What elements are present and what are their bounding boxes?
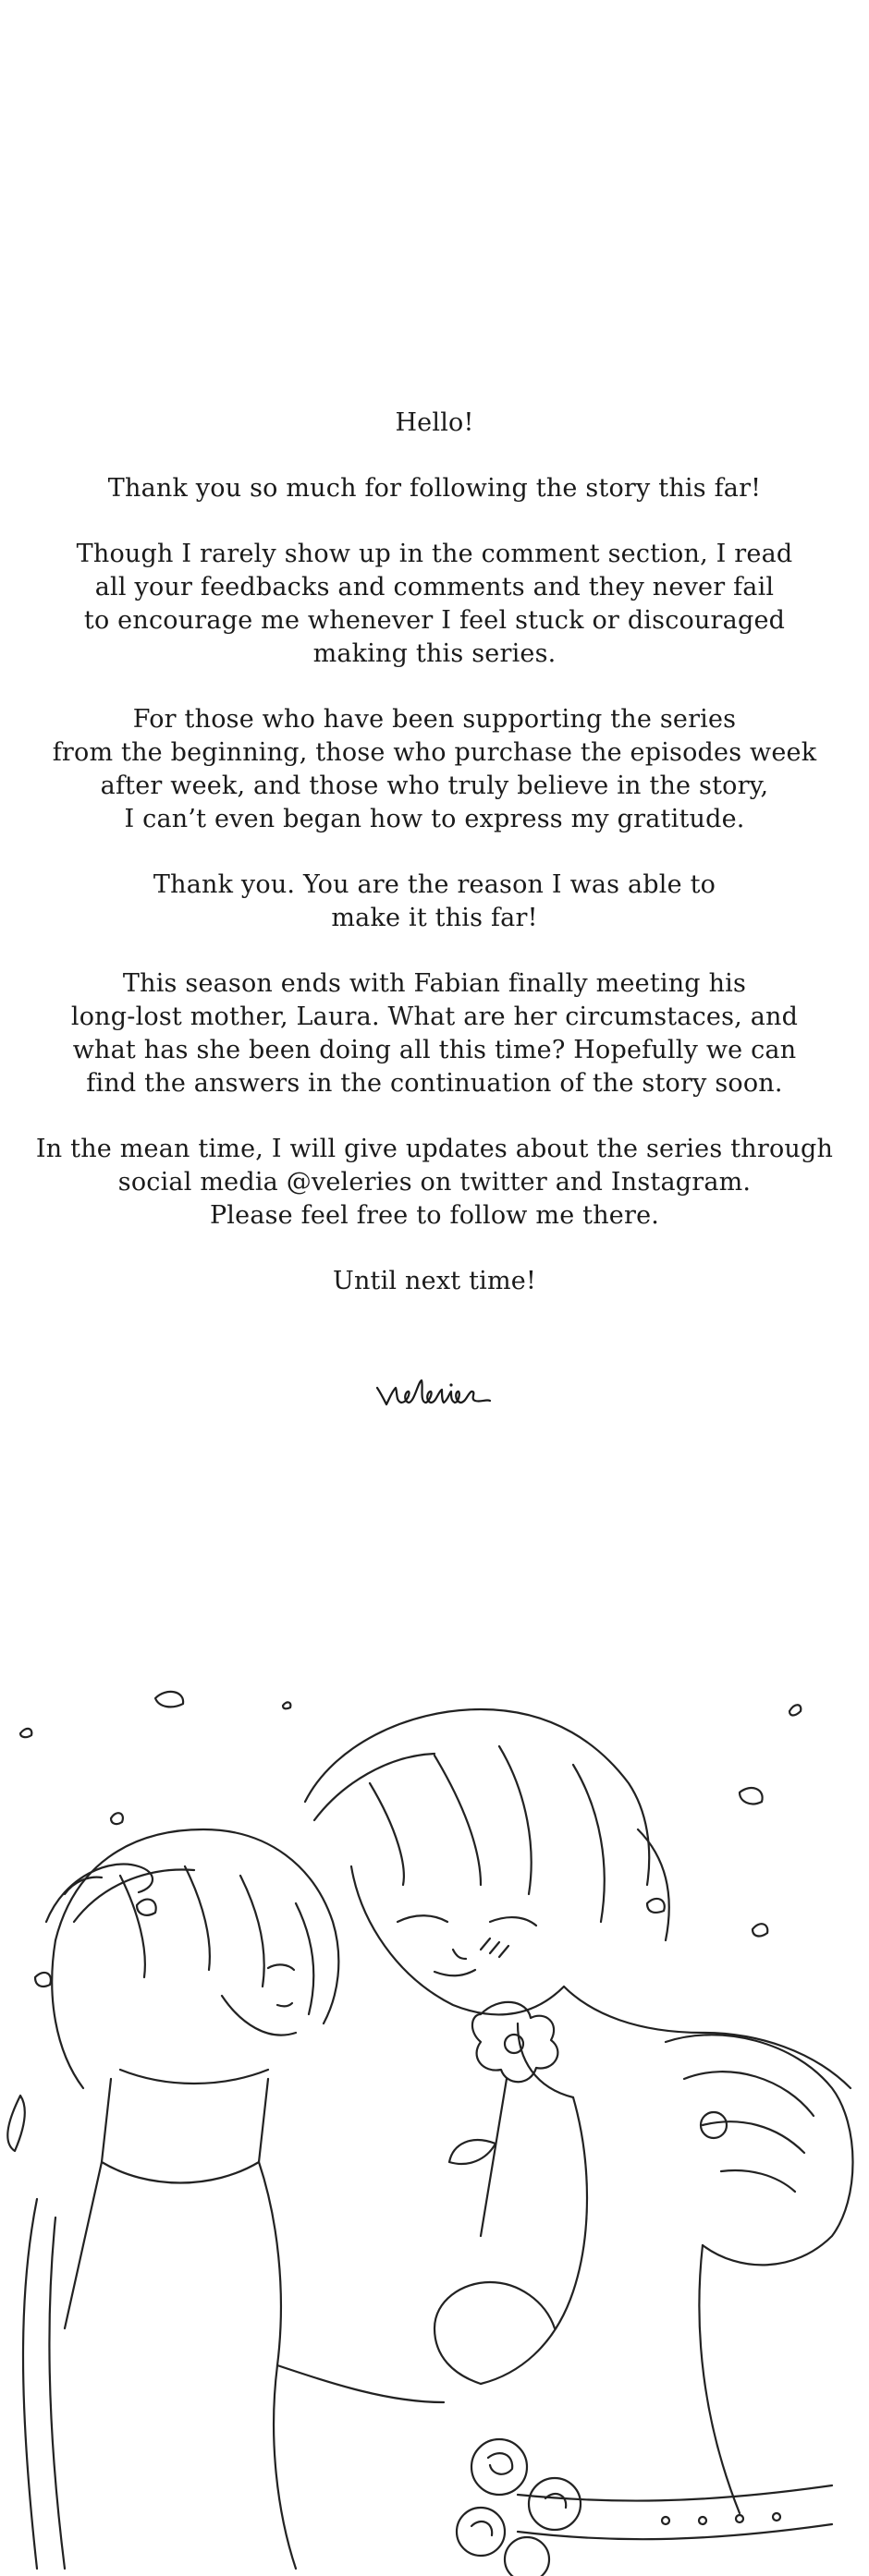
signoff: Until next time! bbox=[333, 1267, 536, 1295]
author-letter bbox=[0, 407, 869, 1298]
paragraph-social-media: In the mean time, I will give updates about the series through social media @veleries on twitter and Instagram. Please feel free to follow me there. bbox=[35, 1135, 834, 1230]
petals bbox=[7, 1692, 801, 2151]
flower bbox=[449, 2002, 557, 2236]
paragraph-thanks: Thank you so much for following the story this far! bbox=[107, 474, 762, 503]
roses bbox=[457, 2439, 581, 2576]
illustration-embrace bbox=[0, 1645, 869, 2576]
paragraph-supporters: For those who have been supporting the series from the beginning, those who purchase the episodes week after week, and those who truly believe in the story, I can’t even began how to express my gratitude. bbox=[52, 705, 817, 833]
paragraph-comments: Though I rarely show up in the comment section, I read all your feedbacks and comments and they never fail to encourage me whenever I feel stuck or discouraged making this series. bbox=[76, 540, 793, 668]
paragraph-gratitude: Thank you. You are the reason I was able to make it this far! bbox=[153, 870, 716, 932]
paragraph-season-end: This season ends with Fabian finally meeting his long-lost mother, Laura. What are her circumstaces, and what has she been doing all this time? Hopefully we can find the answers in the continuation of the story soon. bbox=[70, 969, 799, 1098]
handwritten-signature bbox=[373, 1373, 494, 1414]
tall-figure bbox=[305, 1709, 853, 2539]
greeting: Hello! bbox=[395, 408, 474, 437]
